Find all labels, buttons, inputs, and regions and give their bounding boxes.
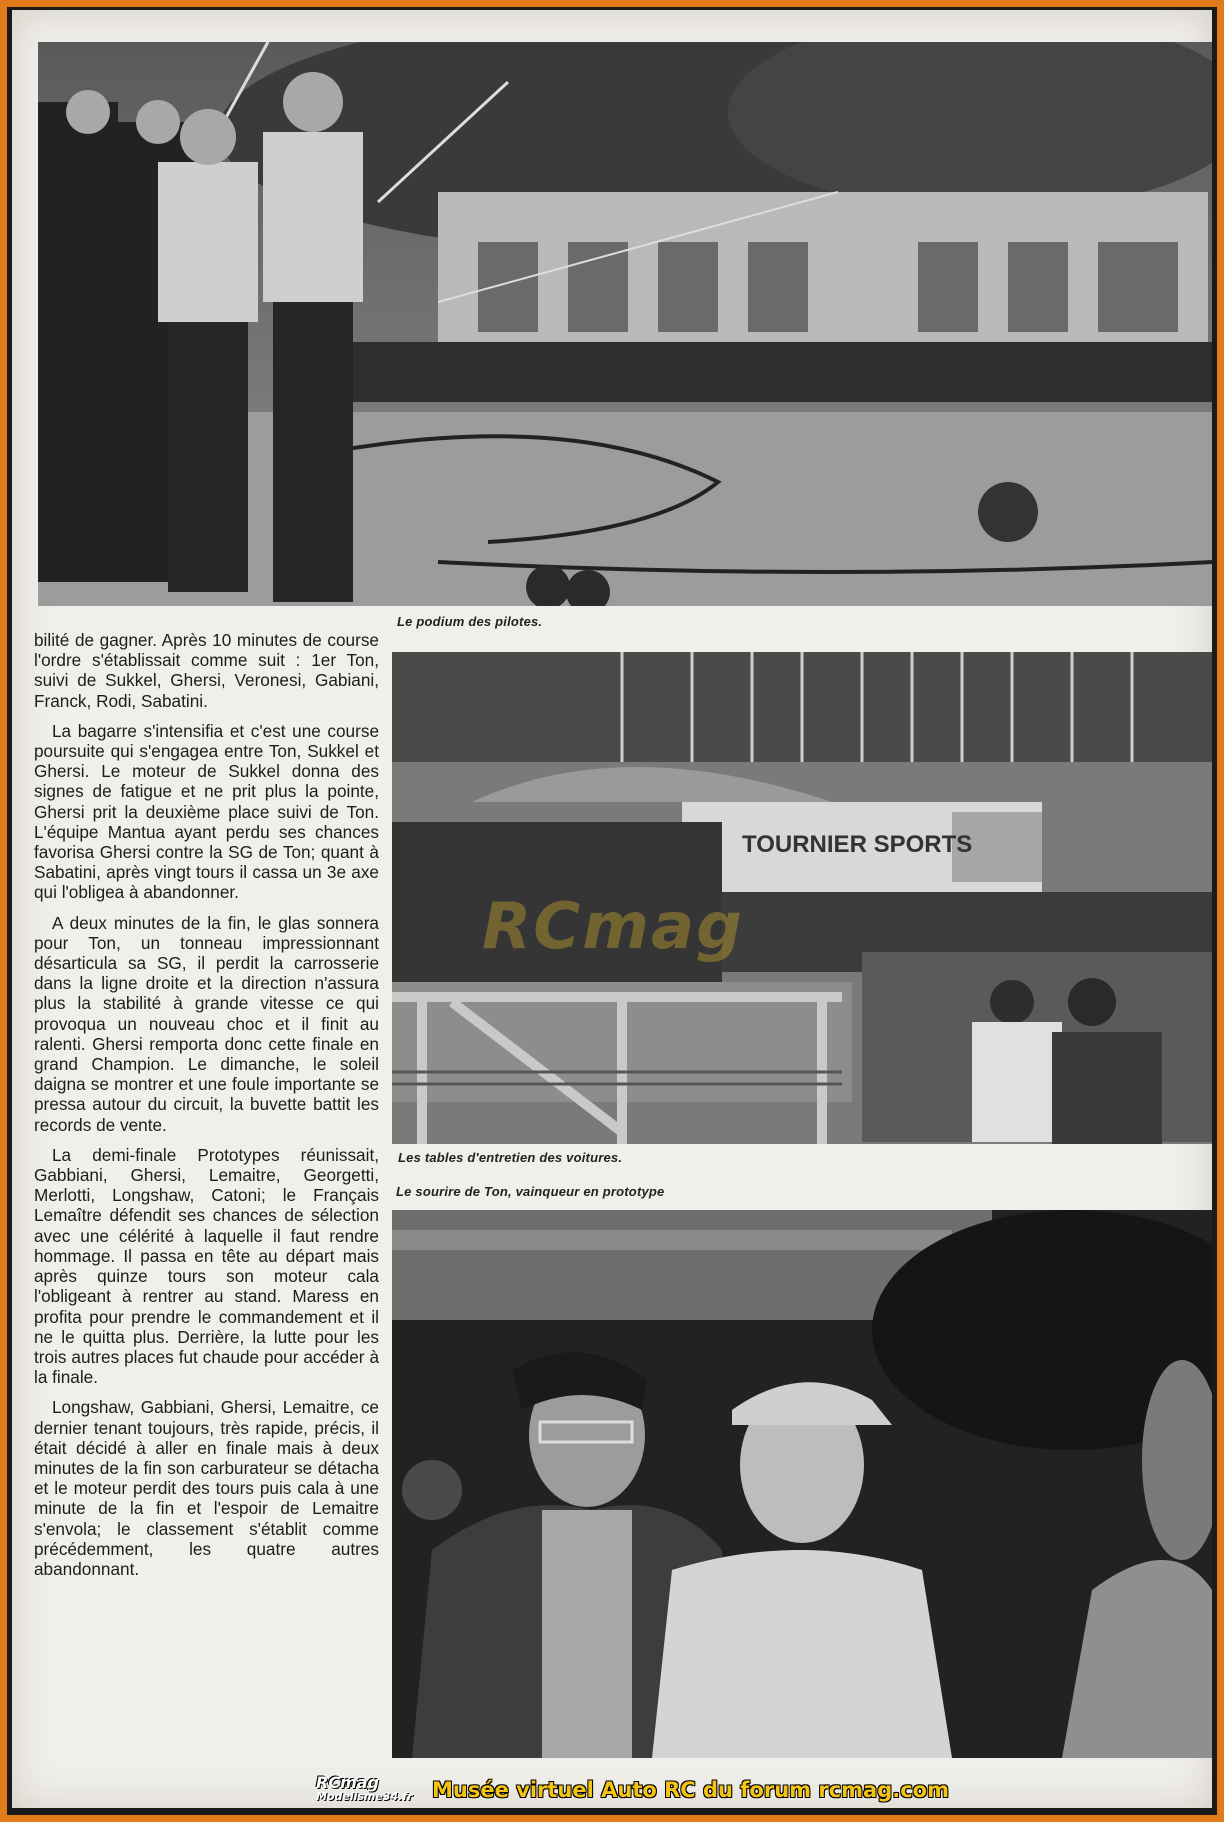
watermark: RCmag <box>482 890 744 964</box>
paragraph: La demi-finale Prototypes réunissait, Gabbiani, Ghersi, Lemaitre, Georgetti, Merlotti, Longshaw, Catoni; le Français Lemaître défendit ses chances de sélection avec une célérité à laquelle il faut rendre hommage. Il passa en tête au départ mais après quinze tours son moteur cala l'obligeant à rentrer au stand. Maress en profita pour prendre le commandement et il ne le quitta plus. Derrière, la lutte pour les trois autres places fut chaude pour accéder à la finale. <box>34 1144 379 1388</box>
magazine-page <box>12 10 1212 1808</box>
truck-sign: TOURNIER SPORTS <box>742 831 973 858</box>
rcmag-logo[interactable] <box>316 1773 413 1804</box>
footer-site-link[interactable]: Musée virtuel Auto RC du forum rcmag.com <box>432 1778 949 1802</box>
caption-drivers-podium: Le podium des pilotes. <box>397 614 543 629</box>
paragraph: bilité de gagner. Après 10 minutes de course l'ordre s'établissait comme suit : 1er Ton, suivi de Sukkel, Ghersi, Veronesi, Gabiani, Franck, Rodi, Sabatini. <box>34 630 379 711</box>
caption-maintenance-tables: Les tables d'entretien des voitures. <box>398 1150 623 1165</box>
paragraph: A deux minutes de la fin, le glas sonnera pour Ton, un tonneau impressionnant désarticula sa SG, il perdit la carrosserie dans la ligne droite et la direction n'assura plus la stabilité à grande vitesse ce qui provoqua un nouveau choc et il finit au ralenti. Ghersi remporta donc cette finale en grand Champion. Le dimanche, le soleil daigna se montrer et une foule importante se pressa autour du circuit, la buvette battit les records de vente. <box>34 912 379 1135</box>
article-text <box>34 630 379 1589</box>
caption-ton-smile: Le sourire de Ton, vainqueur en prototype <box>396 1184 665 1199</box>
photo-ton-winner <box>392 1210 1212 1758</box>
paragraph: La bagarre s'intensifia et c'est une course poursuite qui s'engagea entre Ton, Sukkel et Ghersi. Le moteur de Sukkel donna des signes de fatigue et ne prit plus la pointe, Ghersi prit la deuxième place suivi de Ton. L'équipe Mantua ayant perdu ses chances favorisa Ghersi contre la SG de Ton; quant à Sabatini, après vingt tours il cassa un 3e axe qui l'obligea à abandonner. <box>34 720 379 903</box>
logo-title: RCmag <box>316 1773 379 1792</box>
paragraph: Longshaw, Gabbiani, Ghersi, Lemaitre, ce dernier tenant toujours, très rapide, précis, il était décidé à aller en finale mais à deux minutes de la fin son carburateur se détacha et le moteur perdit des tours puis cala à une minute de la fin et l'espoir de Lemaitre s'envola; le classement s'établit comme précédemment, les quatre autres abandonnant. <box>34 1397 379 1579</box>
logo-subtitle: Modelisme34.fr <box>316 1790 413 1803</box>
photo-drivers-podium <box>38 42 1212 606</box>
footer-banner <box>0 1772 1224 1812</box>
